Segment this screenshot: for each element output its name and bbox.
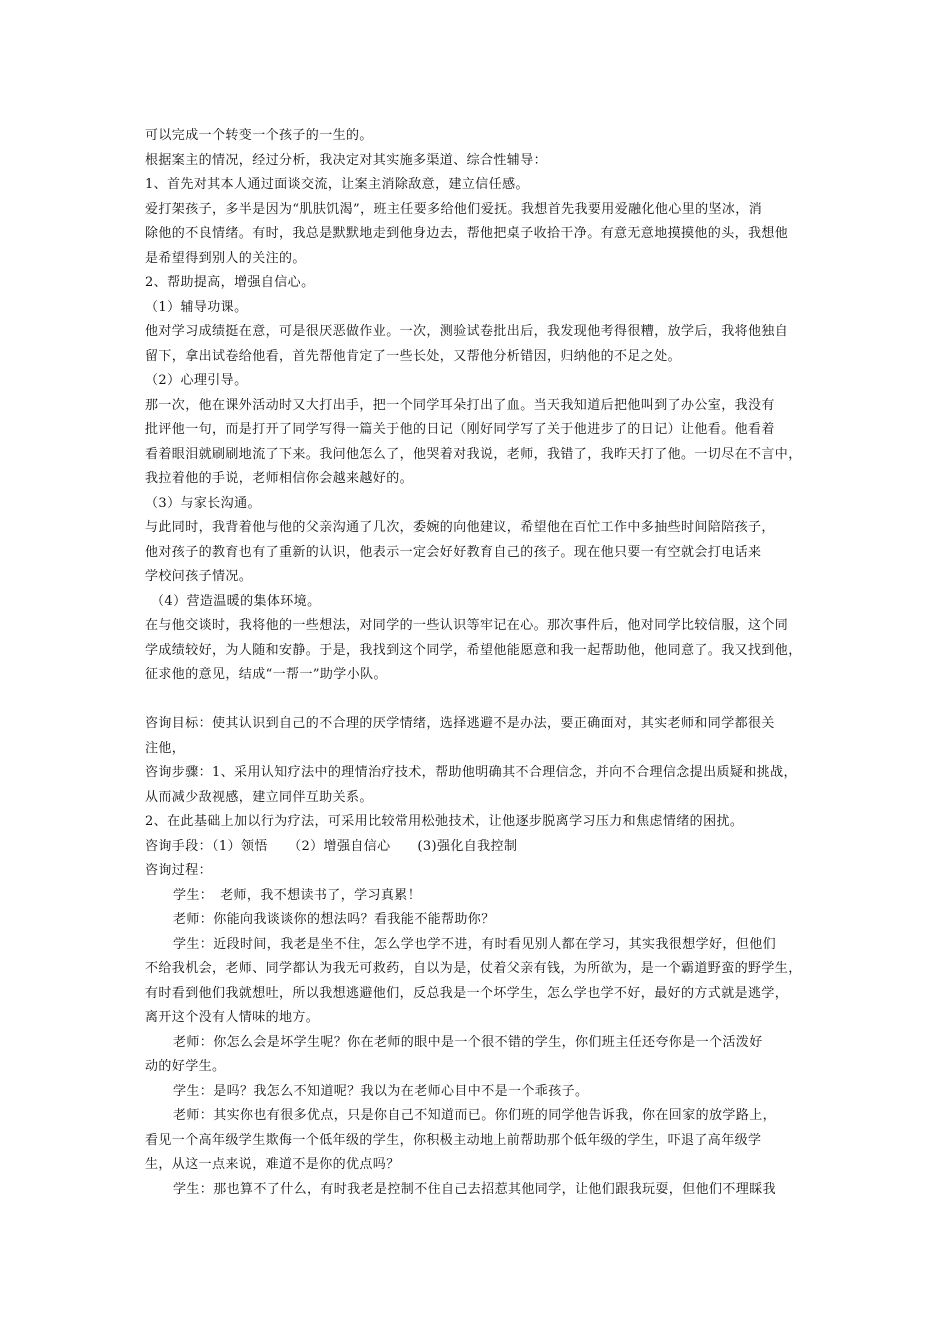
dialogue-student: 学生：那也算不了什么，有时我老是控制不住自己去招惹其他同学，让他们跟我玩耍，但他们不理睬我 — [173, 1181, 777, 1197]
document-body — [145, 124, 815, 1202]
section-heading: 2、帮助提高，增强自信心。 — [145, 275, 315, 290]
dialogue-continuation: 离开这个没有人情味的地方。 — [145, 1010, 320, 1025]
dialogue-student: 学生：是吗？我怎么不知道呢？我以为在老师心目中不是一个乖孩子。 — [173, 1083, 589, 1099]
dialogue-student: 学生： 老师，我不想读书了，学习真累！ — [173, 887, 422, 903]
paragraph-line: 根据案主的情况，经过分析，我决定对其实施多渠道、综合性辅导： — [145, 152, 548, 168]
consult-goal: 咨询目标：使其认识到自己的不合理的厌学情绪，选择逃避不是办法，要正确面对，其实老师和同学都很关 — [145, 716, 775, 731]
paragraph-line: 征求他的意见，结成“一帮一”助学小队。 — [145, 667, 387, 682]
dialogue-teacher: 老师：你能向我谈谈你的想法吗？看我能不能帮助你？ — [173, 912, 495, 927]
paragraph-line: 他对学习成绩挺在意，可是很厌恶做作业。一次，测验试卷批出后，我发现他考得很糟，放学后，我将他独自 — [145, 324, 789, 339]
dialogue-continuation: 不给我机会，老师、同学都认为我无可救药，自以为是，仗着父亲有钱，为所欲为，是一个霸道野蛮的野学生， — [145, 961, 802, 976]
paragraph-line: 批评他一句，而是打开了同学写得一篇关于他的日记（刚好同学写了关于他进步了的日记）让他看。他看着 — [145, 422, 775, 437]
dialogue-student: 学生：近段时间，我老是坐不住，怎么学也学不进，有时看见别人都在学习，其实我很想学好，但他们 — [173, 936, 777, 952]
paragraph-line: 学校问孩子情况。 — [145, 569, 253, 584]
paragraph-line: 是希望得到别人的关注的。 — [145, 250, 306, 266]
paragraph-line: 那一次，他在课外活动时又大打出手，把一个同学耳朵打出了血。当天我知道后把他叫到了办公室，我没有 — [145, 397, 775, 413]
dialogue-teacher: 老师：其实你也有很多优点，只是你自己不知道而已。你们班的同学他告诉我，你在回家的放学路上， — [173, 1108, 777, 1123]
paragraph-line: 与此同时，我背着他与他的父亲沟通了几次，委婉的向他建议，希望他在百忙工作中多抽些时间陪陪孩子， — [145, 520, 775, 535]
paragraph-line: 除他的不良情绪。有时，我总是默默地走到他身边去，帮他把桌子收拾干净。有意无意地摸摸他的头，我想他 — [145, 226, 789, 241]
dialogue-continuation: 动的好学生。 — [145, 1059, 226, 1074]
dialogue-continuation: 生，从这一点来说，难道不是你的优点吗？ — [145, 1157, 400, 1172]
paragraph-line: 在与他交谈时，我将他的一些想法，对同学的一些认识等牢记在心。那次事件后，他对同学比较信服，这个同 — [145, 618, 789, 633]
paragraph-line: 学成绩较好，为人随和安静。于是，我找到这个同学，希望他能愿意和我一起帮助他，他同意了。我又找到他， — [145, 642, 802, 658]
consult-steps: 从而减少敌视感，建立同伴互助关系。 — [145, 789, 373, 805]
paragraph-line: 爱打架孩子，多半是因为“肌肤饥渴”，班主任要多给他们爱抚。我想首先我要用爱融化他心里的坚冰，消 — [145, 201, 763, 217]
dialogue-continuation: 有时看到他们我就想吐，所以我想逃避他们，反总我是一个坏学生，怎么学也学不好，最好的方式就是逃学， — [145, 985, 789, 1001]
consult-steps: 2、在此基础上加以行为疗法，可采用比较常用松弛技术，让他逐步脱离学习压力和焦虑情绪的困扰。 — [145, 814, 744, 829]
consult-process: 咨询过程： — [145, 863, 213, 878]
subsection-heading: （1）辅导功课。 — [145, 299, 248, 315]
dialogue-continuation: 看见一个高年级学生欺侮一个低年级的学生，你积极主动地上前帮助那个低年级的学生，吓退了高年级学 — [145, 1132, 762, 1148]
subsection-heading: （2）心理引导。 — [145, 373, 248, 388]
blank-line — [145, 688, 815, 713]
subsection-heading: （3）与家长沟通。 — [145, 495, 261, 511]
paragraph-line: 可以完成一个转变一个孩子的一生的。 — [145, 128, 373, 143]
paragraph-line: 看着眼泪就刷刷地流了下来。我问他怎么了，他哭着对我说，老师，我错了，我昨天打了他。一切尽在不言中， — [145, 446, 802, 462]
consult-means: 咨询手段：（1）领悟 （2）增强自信心 (3)强化自我控制 — [145, 838, 518, 854]
subsection-heading: （4）营造温暖的集体环境。 — [151, 593, 321, 609]
paragraph-line: 我拉着他的手说，老师相信你会越来越好的。 — [145, 471, 414, 486]
paragraph-line: 他对孩子的教育也有了重新的认识，他表示一定会好好教育自己的孩子。现在他只要一有空就会打电话来 — [145, 544, 762, 560]
consult-goal: 注他， — [145, 740, 186, 756]
section-heading: 1、首先对其本人通过面谈交流，让案主消除敌意，建立信任感。 — [145, 177, 529, 192]
dialogue-teacher: 老师：你怎么会是坏学生呢？你在老师的眼中是一个很不错的学生，你们班主任还夸你是一个活泼好 — [173, 1034, 763, 1050]
consult-steps: 咨询步骤：1、采用认知疗法中的理情治疗技术，帮助他明确其不合理信念，并向不合理信念提出质疑和挑战， — [145, 765, 797, 780]
paragraph-line: 留下，拿出试卷给他看，首先帮他肯定了一些长处，又帮他分析错因，归纳他的不足之处。 — [145, 348, 682, 364]
